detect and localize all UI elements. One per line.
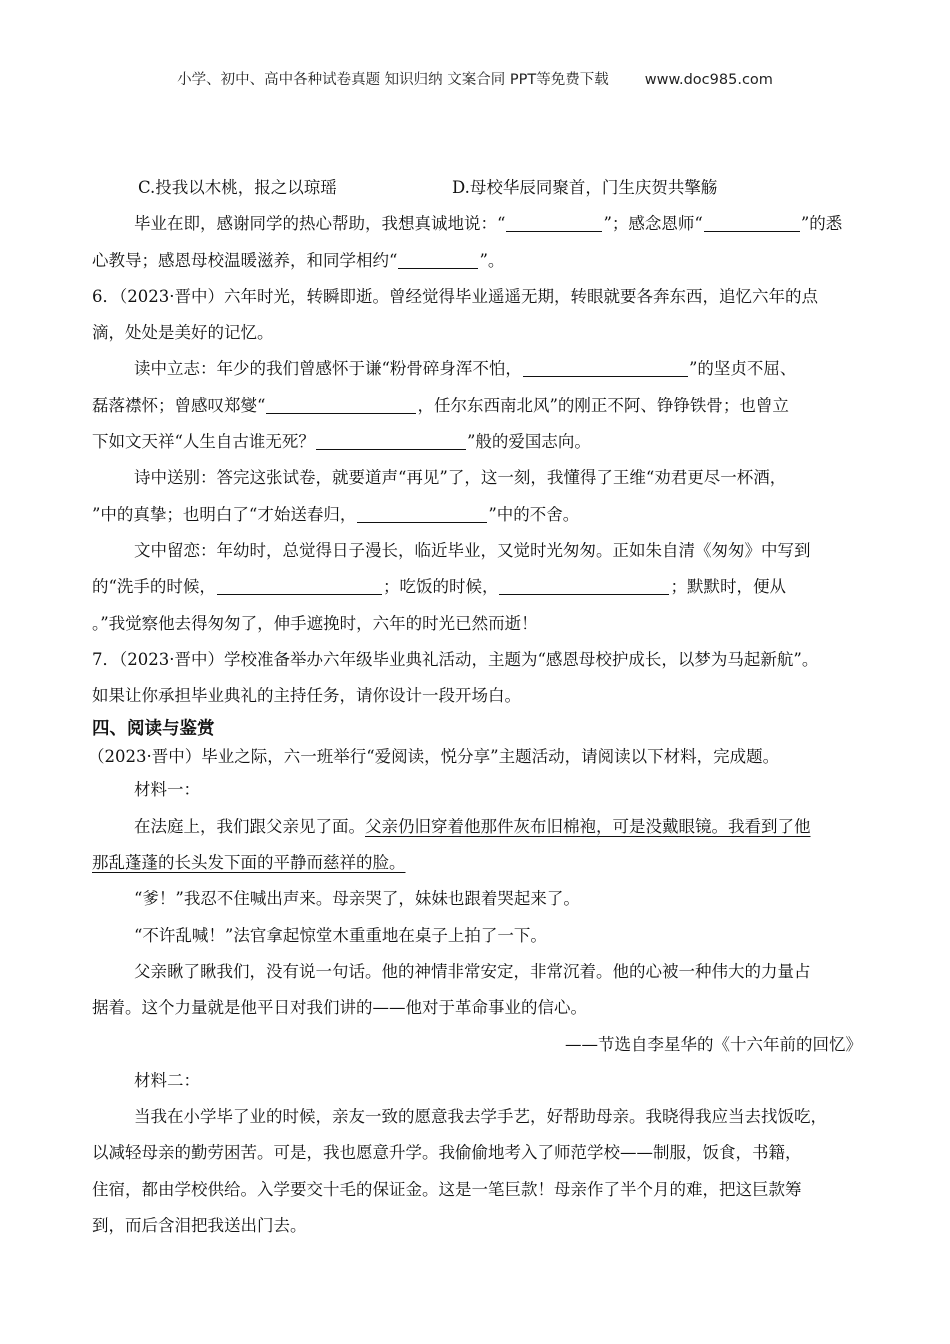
header-site-link[interactable]: www.doc985.com [644,72,773,88]
option-d: D.母校华辰同聚首，门生庆贺共擎觞 [452,178,718,197]
q7-text: 如果让你承担毕业典礼的主持任务，请你设计一段开场白。 [92,686,521,706]
q6-line-9 [92,569,862,605]
material-1-source [92,1027,862,1063]
q6-line-1 [92,279,862,315]
material-1-line-6 [92,990,862,1026]
q6-text: 诗中送别：答完这张试卷，就要道声“再见”了，这一刻，我懂得了王维“劝君更尽一杯酒， [134,468,787,488]
answer-blank[interactable] [704,214,800,232]
q6-text: 读中立志：年少的我们曾感怀于谦“粉骨碎身浑不怕， [134,359,522,379]
underlined-sentence: 那乱蓬蓬的长头发下面的平静而慈祥的脸。 [92,853,406,873]
q5-line-2 [92,243,862,279]
q7-text: 7．（2023·晋中）学校准备举办六年级毕业典礼活动，主题为“感恩母校护成长，以梦为马起新航”。 [92,649,819,669]
source-citation: ——节选自李星华的《十六年前的回忆》 [565,1034,862,1054]
q6-text: ”般的爱国志向。 [466,432,591,452]
material-2-line-2 [92,1135,862,1171]
answer-blank[interactable] [266,396,416,414]
material-1-label [92,772,862,808]
q5-text: ”的悉 [800,214,843,234]
q6-text: 文中留恋：年幼时，总觉得日子漫长，临近毕业，又觉时光匆匆。正如朱自清《匆匆》中写到 [134,540,811,560]
material-label: 材料一： [134,780,200,800]
material-1-line-2 [92,845,862,881]
q6-text: 滴，处处是美好的记忆。 [92,323,274,343]
answer-blank[interactable] [357,505,487,523]
answer-blank[interactable] [523,359,688,377]
q6-text: 下如文天祥“人生自古谁无死？ [92,432,315,452]
material-1-line-5 [92,954,862,990]
section-intro [88,742,862,772]
section-heading: 四、阅读与鉴赏 [92,719,215,740]
q6-text: ；吃饭的时候， [382,577,499,597]
q7-line-2 [92,678,862,714]
q5-text: 心教导；感恩母校温暖滋养，和同学相约“ [92,250,398,270]
answer-blank[interactable] [506,214,602,232]
page-header [0,68,950,89]
material-1-line-1 [92,809,862,845]
material-label: 材料二： [134,1070,200,1090]
header-title: 小学、初中、高中各种试卷真题 知识归纳 文案合同 PPT等免费下载 [177,72,609,88]
material-text: 父亲瞅了瞅我们，没有说一句话。他的神情非常安定，非常沉着。他的心被一种伟大的力量占 [134,961,811,981]
q5-text: 毕业在即，感谢同学的热心帮助，我想真诚地说：“ [134,214,506,234]
q6-line-10 [92,606,862,642]
q6-text: ”中的真挚；也明白了“才始送春归， [92,504,357,524]
material-2-line-1 [92,1099,862,1135]
q6-text: 6．（2023·晋中）六年时光，转瞬即逝。曾经觉得毕业遥遥无期，转眼就要各奔东西，追忆六年的点 [92,286,818,306]
q6-line-8 [92,533,862,569]
material-2-line-3 [92,1172,862,1208]
material-1-line-4 [92,918,862,954]
q6-text: ；默默时，便从 [670,577,786,597]
document-content [88,170,862,1244]
q6-text: 。”我觉察他去得匆匆了，伸手遮挽时，六年的时光已然而逝！ [92,613,538,633]
answer-blank[interactable] [316,432,466,450]
material-text: 住宿，都由学校供给。入学要交十毛的保证金。这是一笔巨款！母亲作了半个月的难，把这巨款筹 [92,1179,802,1199]
q6-line-3 [92,351,862,387]
q6-line-4 [92,388,862,424]
material-2-line-4 [92,1208,862,1244]
q5-text: ”。 [479,250,505,270]
material-text: 到，而后含泪把我送出门去。 [92,1216,307,1236]
q6-line-2 [92,315,862,351]
material-2-label [92,1063,862,1099]
q6-line-6 [92,460,862,496]
answer-blank[interactable] [398,251,478,269]
material-text: 在法庭上，我们跟父亲见了面。 [134,816,365,836]
q6-text: ”中的不舍。 [488,504,580,524]
material-text: 当我在小学毕了业的时候，亲友一致的愿意我去学手艺，好帮助母亲。我晓得我应当去找饭吃， [134,1107,827,1127]
underlined-sentence: 父亲仍旧穿着他那件灰布旧棉袍，可是没戴眼镜。我看到了他 [365,816,811,836]
material-text: 以减轻母亲的勤劳困苦。可是，我也愿意升学。我偷偷地考入了师范学校——制服，饭食，书籍， [92,1143,802,1163]
material-text: “爹！”我忍不住喊出声来。母亲哭了，妹妹也跟着哭起来了。 [134,889,580,909]
q5-text: ”；感念恩师“ [603,214,703,234]
q6-line-7 [92,497,862,533]
q6-text: ，任尔东西南北风”的刚正不阿、铮铮铁骨；也曾立 [417,395,789,415]
option-c: C.投我以木桃，报之以琼瑶 [138,178,337,197]
answer-blank[interactable] [217,577,382,595]
q6-text: 磊落襟怀；曾感叹郑燮“ [92,395,266,415]
material-1-line-3 [92,881,862,917]
answer-blank[interactable] [499,577,669,595]
q6-line-5 [92,424,862,460]
intro-text: （2023·晋中）毕业之际，六一班举行“爱阅读，悦分享”主题活动，请阅读以下材料，完成题。 [88,747,780,767]
q7-line-1 [92,642,862,678]
material-text: 据着。这个力量就是他平日对我们讲的——他对于革命事业的信心。 [92,998,587,1018]
material-text: “不许乱喊！”法官拿起惊堂木重重地在桌子上拍了一下。 [134,925,547,945]
options-row [92,170,862,206]
q6-text: 的“洗手的时候， [92,577,216,597]
q5-line-1 [92,206,862,242]
q6-text: ”的坚贞不屈、 [688,359,797,379]
